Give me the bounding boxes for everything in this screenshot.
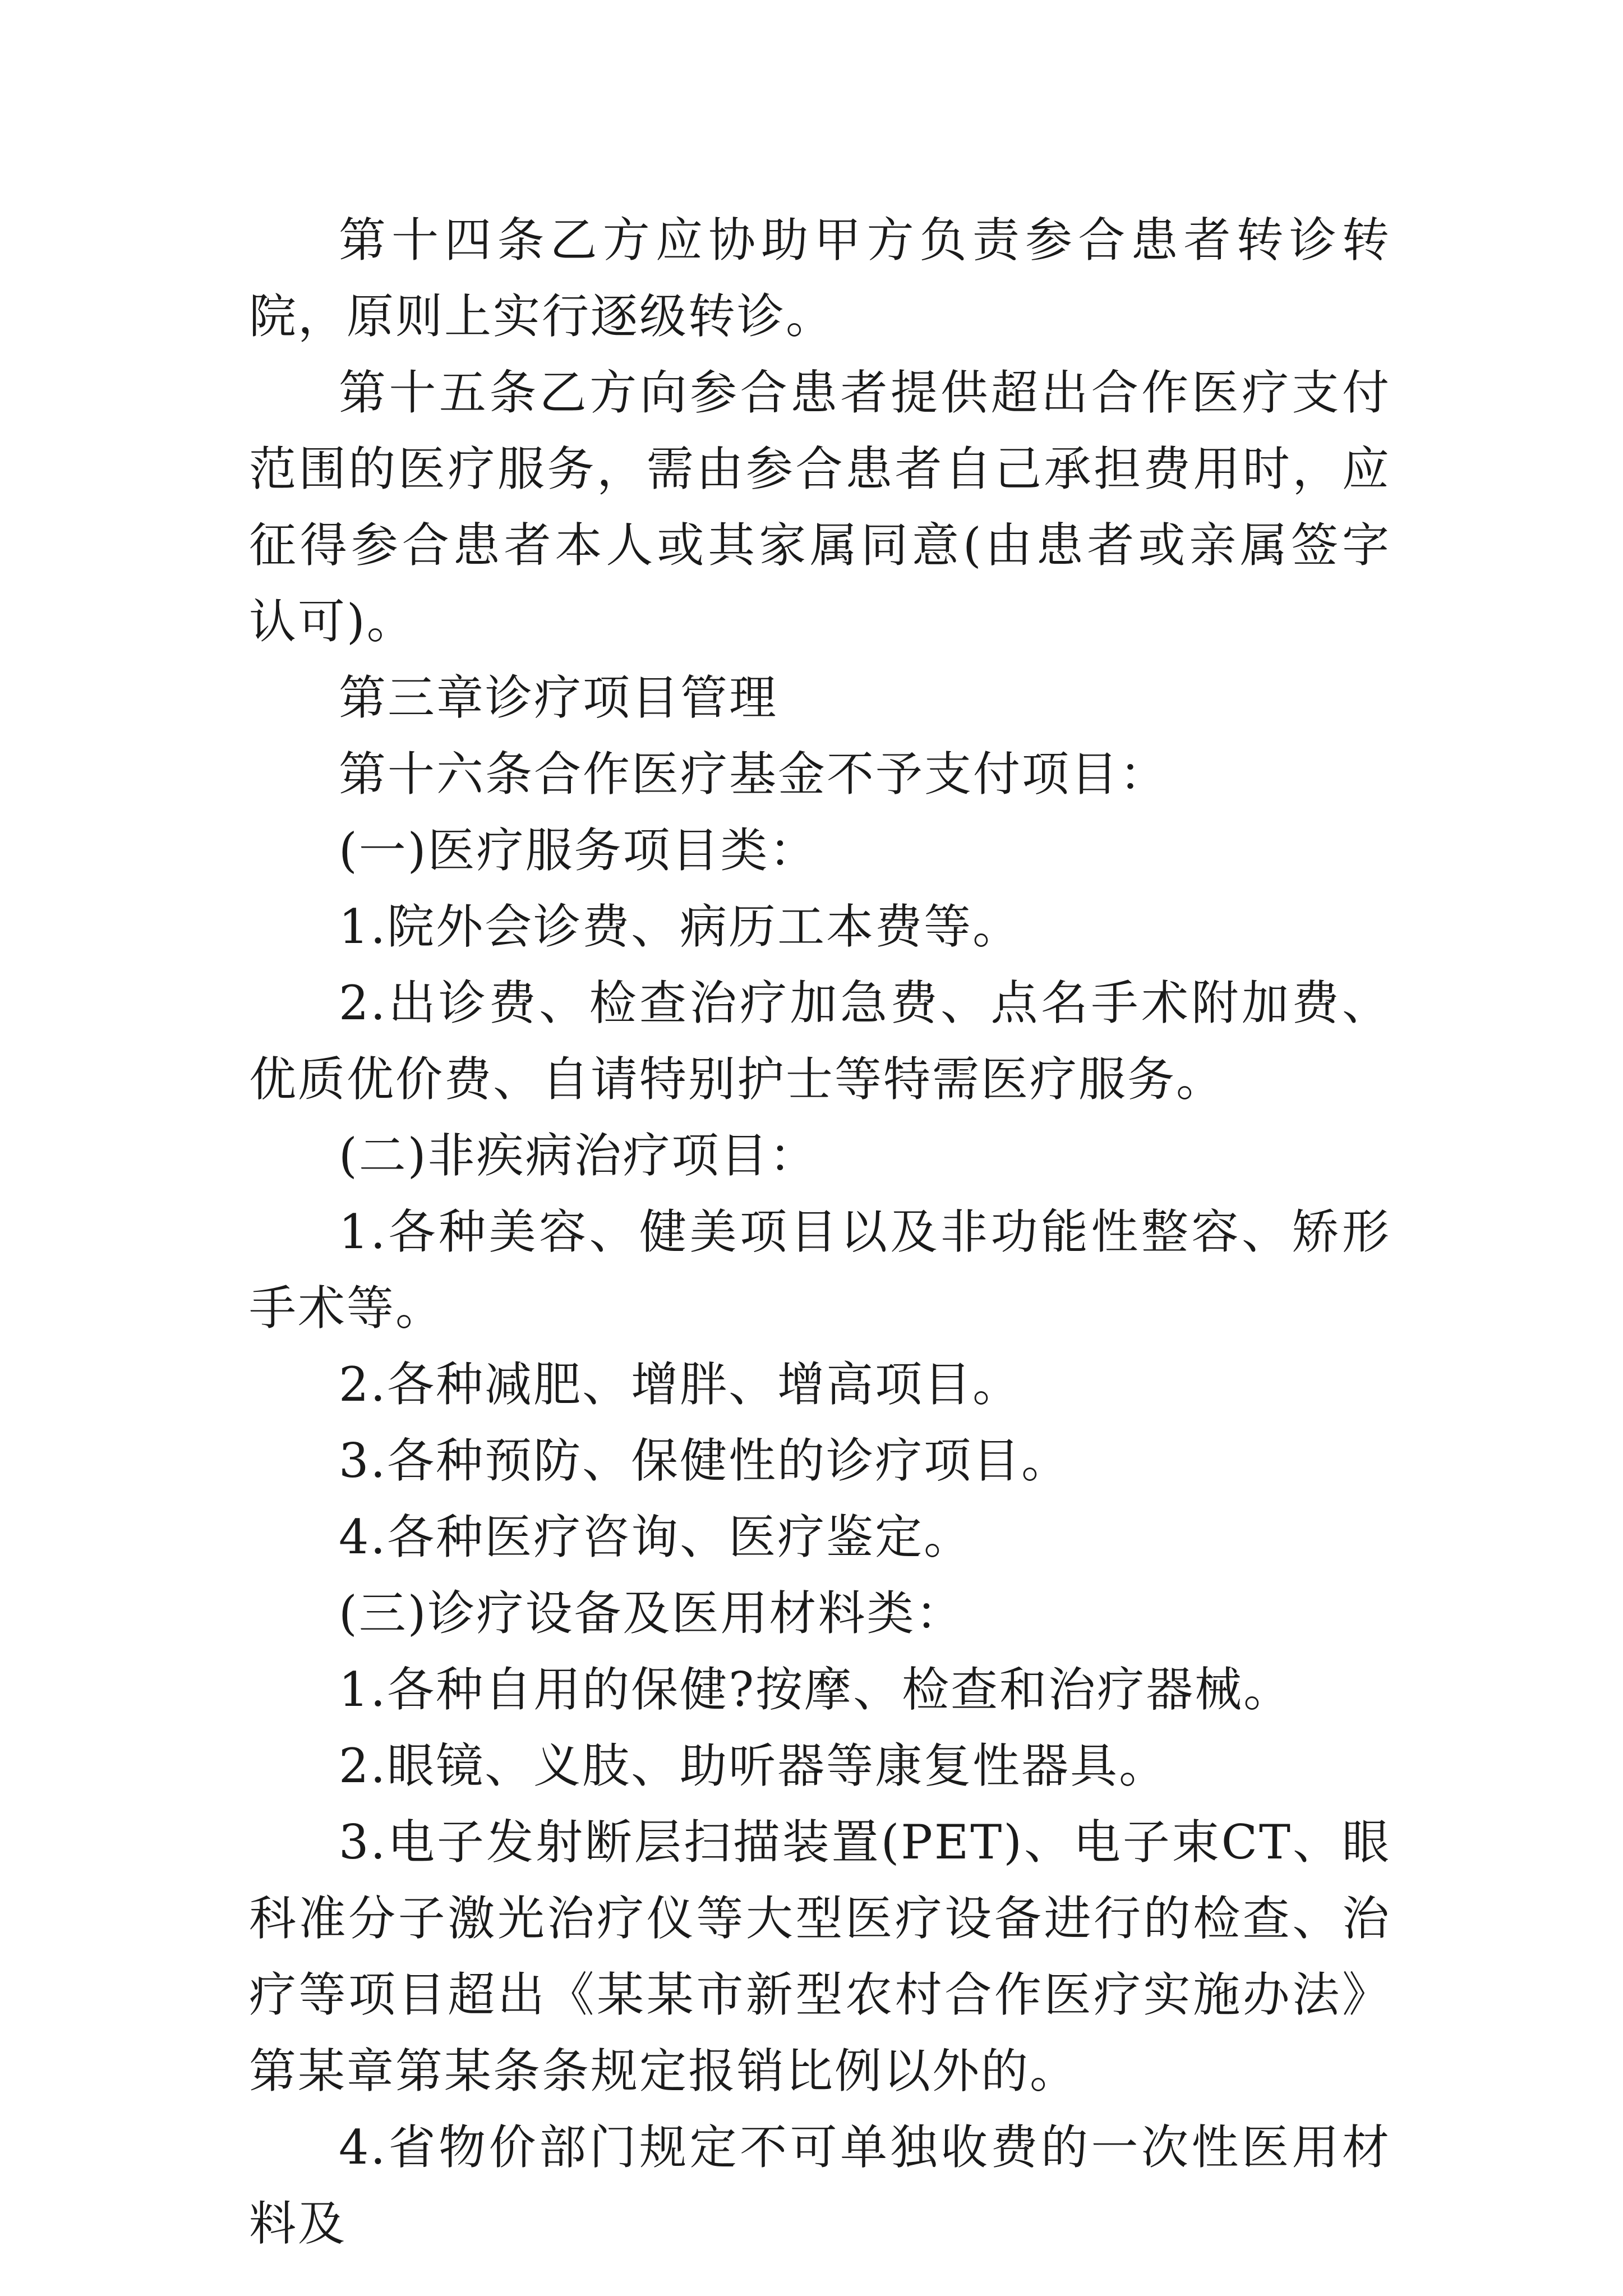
- section-2-item-4: 4.各种医疗咨询、医疗鉴定。: [339, 1510, 973, 1565]
- article-16-paragraph: 第十六条合作医疗基金不予支付项目：: [339, 747, 1169, 802]
- section-3-item-1: 1.各种自用的保健?按摩、检查和治疗器械。: [339, 1662, 1293, 1717]
- section-3-item-4: 4.省物价部门规定不可单独收费的一次性医用材料及: [249, 2120, 1391, 2251]
- article-14-paragraph: 第十四条乙方应协助甲方负责参合患者转诊转院，原则上实行逐级转诊。: [249, 213, 1391, 344]
- section-3-heading: (三)诊疗设备及医用材料类：: [339, 1586, 965, 1641]
- chapter-3-heading: 第三章诊疗项目管理: [339, 670, 778, 725]
- section-1-heading: (一)医疗服务项目类：: [339, 823, 818, 878]
- section-2-item-2: 2.各种减肥、增胖、增高项目。: [339, 1357, 1022, 1412]
- section-1-item-2: 2.出诊费、检查治疗加急费、点名手术附加费、优质优价费、自请特别护士等特需医疗服务。: [249, 976, 1391, 1107]
- section-1-item-1: 1.院外会诊费、病历工本费等。: [339, 899, 1022, 954]
- section-3-item-3: 3.电子发射断层扫描装置(PET)、电子束CT、眼科准分子激光治疗仪等大型医疗设备进行的检查、治疗等项目超出《某某市新型农村合作医疗实施办法》第某章第某条条规定报销比例以外的。: [249, 1815, 1391, 2099]
- section-2-item-1: 1.各种美容、健美项目以及非功能性整容、矫形手术等。: [249, 1204, 1391, 1336]
- section-2-item-3: 3.各种预防、保健性的诊疗项目。: [339, 1433, 1071, 1488]
- document-body: [249, 202, 1391, 2262]
- section-3-item-2: 2.眼镜、义肢、助听器等康复性器具。: [339, 1738, 1168, 1793]
- section-2-heading: (二)非疾病治疗项目：: [339, 1128, 818, 1183]
- article-15-paragraph: 第十五条乙方向参合患者提供超出合作医疗支付范围的医疗服务，需由参合患者自己承担费用时，应征得参合患者本人或其家属同意(由患者或亲属签字认可)。: [249, 365, 1391, 649]
